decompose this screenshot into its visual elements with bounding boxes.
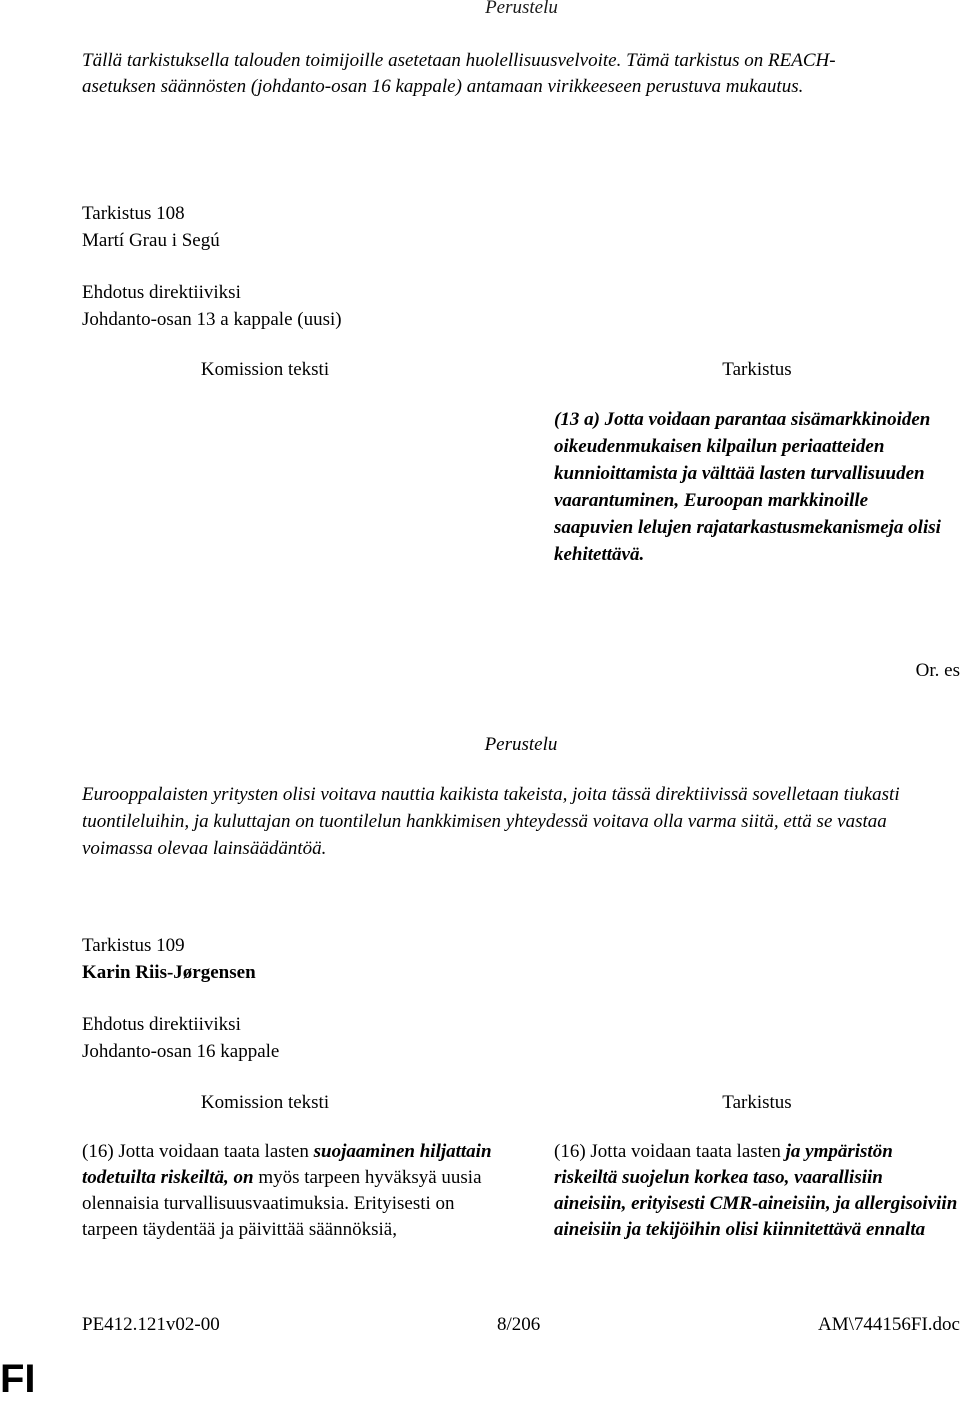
amendment-108-title: Tarkistus 108 — [82, 203, 185, 224]
perustelu-heading-top: Perustelu — [485, 0, 558, 18]
amendment-109-author: Karin Riis-Jørgensen — [82, 962, 256, 983]
col-right-header-109: Tarkistus — [722, 1092, 792, 1113]
left-text-plain-2: myös tarpeen hyväksyä uusia olennaisia turvallisuusvaatimuksia. Erityisesti on tarpeen täydentää ja päivittää säännöksiä, — [82, 1167, 482, 1240]
amendment-109-left-text — [82, 1139, 492, 1243]
amendment-109-right-text — [554, 1139, 959, 1243]
original-language: Or. es — [915, 660, 960, 681]
footer-doc-ref: PE412.121v02-00 — [82, 1314, 220, 1335]
amendment-108-text: (13 a) Jotta voidaan parantaa sisämarkkinoiden oikeudenmukaisen kilpailun periaatteiden kunnioittamista ja välttää lasten turvallisuuden vaarantuminen, Euroopan markkinoille saapuvien lelujen rajatarkastusmekanismeja olisi kehitettävä. — [554, 409, 941, 565]
col-left-header-108: Komission teksti — [200, 359, 330, 380]
perustelu-text-top: Tällä tarkistuksella talouden toimijoille asetetaan huolellisuusvelvoite. Tämä tarkistus on REACH-asetuksen säännösten (johdanto-osan 16 kappale) antamaan virikkeeseen perustuva mukautus. — [82, 50, 836, 97]
amendment-109-title: Tarkistus 109 — [82, 935, 185, 956]
amendment-109-proposal: Ehdotus direktiiviksi — [82, 1014, 241, 1035]
justification-text-108: Eurooppalaisten yritysten olisi voitava nauttia kaikista takeista, joita tässä direktiivissä sovelletaan tiukasti tuontileluihin, ja kuluttajan on tuontilelun hankkimisen yhteydessä voitava olla varma siitä, että se vastaa voimassa olevaa lainsäädäntöä. — [82, 784, 900, 859]
amendment-108-proposal: Ehdotus direktiiviksi — [82, 282, 241, 303]
justification-heading-108: Perustelu — [484, 734, 558, 755]
footer-language-code: FI — [0, 1357, 36, 1401]
right-text-plain: (16) Jotta voidaan taata lasten — [554, 1141, 786, 1162]
left-text-deleted: suojaaminen hiljattain todetuilta riskeiltä, on — [82, 1141, 492, 1188]
amendment-108-author: Martí Grau i Segú — [82, 230, 220, 251]
footer-file-name: AM\744156FI.doc — [818, 1314, 960, 1335]
footer-page-number: 8/206 — [497, 1314, 541, 1335]
col-left-header-109: Komission teksti — [200, 1092, 330, 1113]
col-right-header-108: Tarkistus — [722, 359, 792, 380]
amendment-109-reference: Johdanto-osan 16 kappale — [82, 1041, 280, 1062]
left-text-plain-1: (16) Jotta voidaan taata lasten — [82, 1141, 314, 1162]
amendment-108-reference: Johdanto-osan 13 a kappale (uusi) — [82, 309, 342, 330]
right-text-added: ja ympäristön riskeiltä suojelun korkea taso, vaarallisiin aineisiin, erityisesti CMR-aineisiin, ja allergisoiviin aineisiin ja tekijöihin olisi kiinnitettävä ennalta — [554, 1141, 958, 1240]
